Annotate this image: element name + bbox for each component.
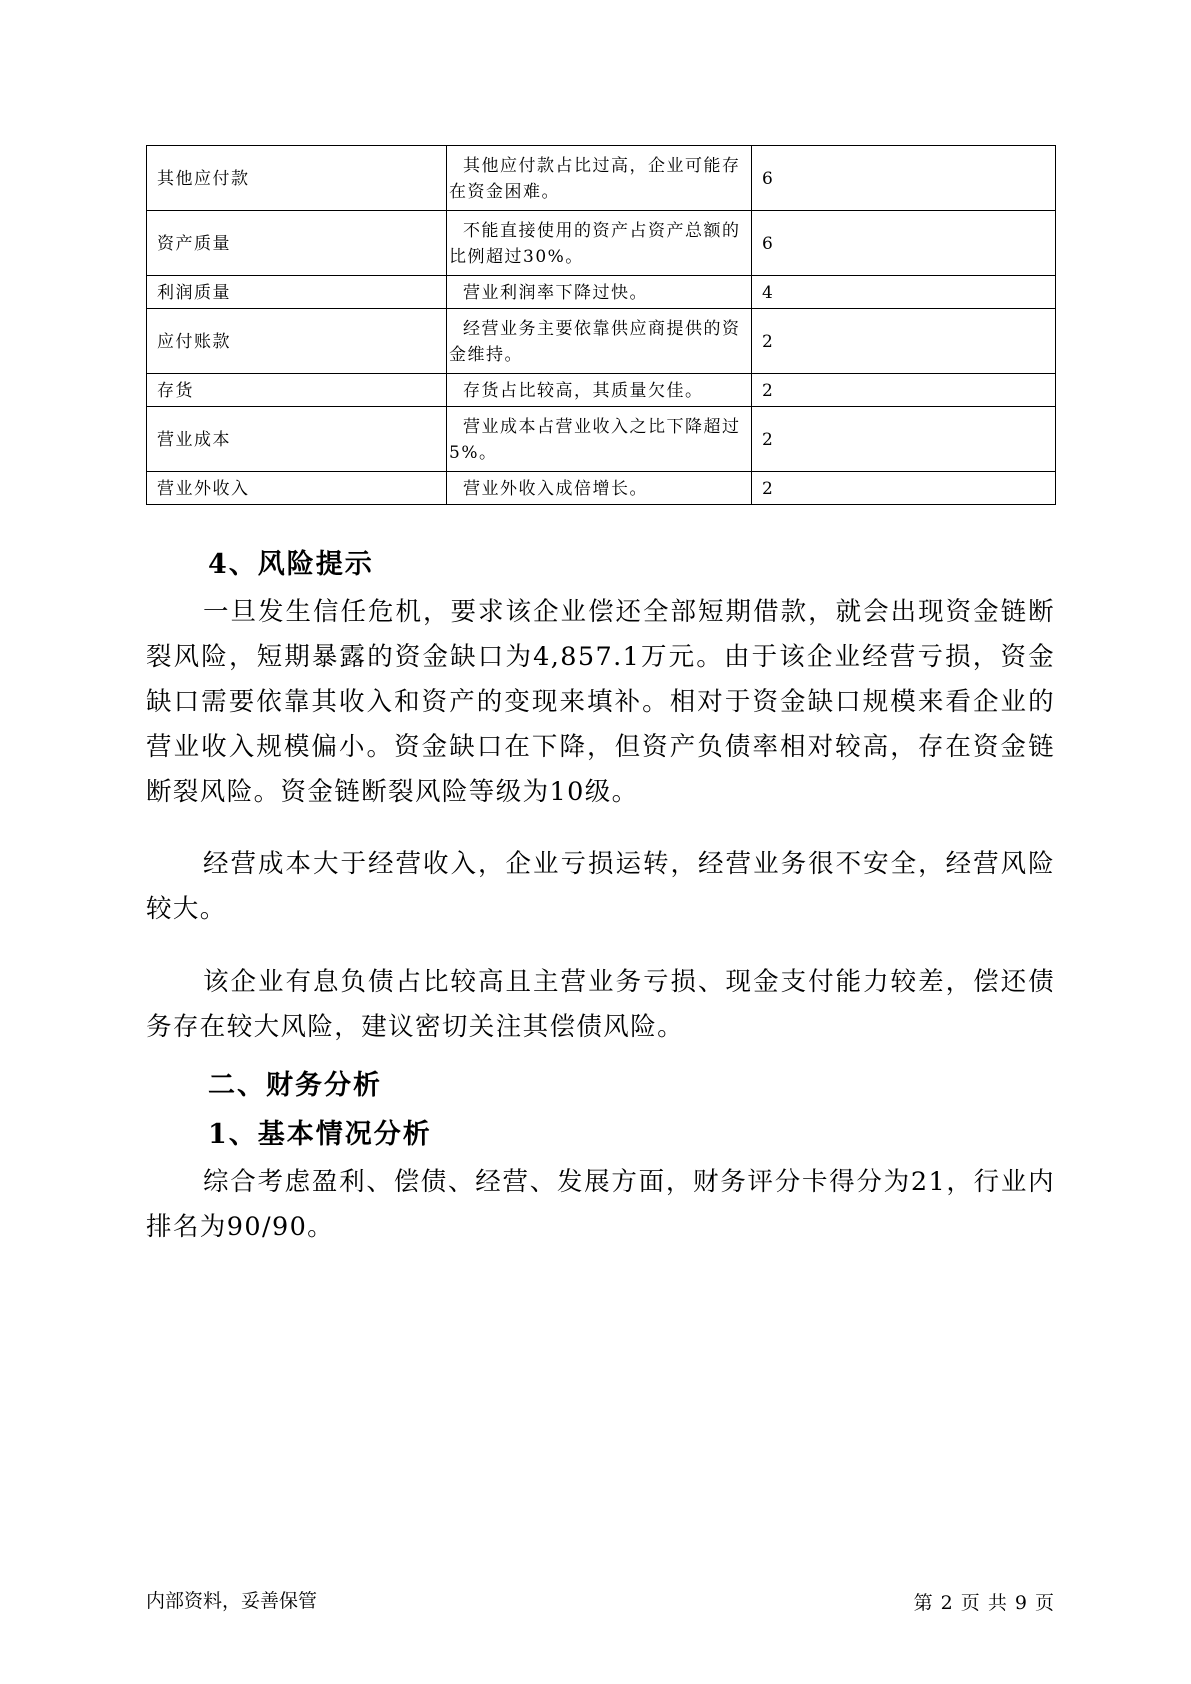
risk-score: 6: [752, 211, 1056, 276]
risk-item: 利润质量: [147, 276, 447, 309]
table-row: [147, 211, 1056, 276]
risk-paragraph-1: 一旦发生信任危机，要求该企业偿还全部短期借款，就会出现资金链断裂风险，短期暴露的资金缺口为4,857.1万元。由于该企业经营亏损，资金缺口需要依靠其收入和资产的变现来填补。相对于资金缺口规模来看企业的营业收入规模偏小。资金缺口在下降，但资产负债率相对较高，存在资金链断裂风险。资金链断裂风险等级为10级。: [146, 597, 1055, 807]
risk-description: 其他应付款占比过高，企业可能存在资金困难。: [447, 146, 752, 211]
table-row: [147, 309, 1056, 374]
risk-item: 存货: [147, 374, 447, 407]
page-number: 第 2 页 共 9 页: [913, 1592, 1055, 1614]
risk-score: 6: [752, 146, 1056, 211]
table-row: [147, 146, 1056, 211]
risk-score: 2: [752, 472, 1056, 505]
table-row: [147, 374, 1056, 407]
risk-item: 应付账款: [147, 309, 447, 374]
risk-paragraph-2: 经营成本大于经营收入，企业亏损运转，经营业务很不安全，经营风险较大。: [146, 849, 1055, 924]
risk-score: 4: [752, 276, 1056, 309]
section-heading-risk-warning: 4、风险提示: [208, 549, 374, 580]
risk-description: 经营业务主要依靠供应商提供的资金维持。: [447, 309, 752, 374]
risk-item: 营业外收入: [147, 472, 447, 505]
risk-paragraph-3: 该企业有息负债占比较高且主营业务亏损、现金支付能力较差，偿还债务存在较大风险，建议密切关注其偿债风险。: [146, 967, 1055, 1042]
basic-analysis-paragraph: 综合考虑盈利、偿债、经营、发展方面，财务评分卡得分为21，行业内排名为90/90。: [146, 1167, 1055, 1242]
risk-item: 其他应付款: [147, 146, 447, 211]
risk-description: 营业成本占营业收入之比下降超过5%。: [447, 407, 752, 472]
risk-description: 不能直接使用的资产占资产总额的比例超过30%。: [447, 211, 752, 276]
risk-description: 营业外收入成倍增长。: [447, 472, 752, 505]
risk-description: 存货占比较高，其质量欠佳。: [447, 374, 752, 407]
table-row: [147, 472, 1056, 505]
risk-score: 2: [752, 309, 1056, 374]
risk-score: 2: [752, 407, 1056, 472]
risk-item: 营业成本: [147, 407, 447, 472]
subsection-heading-basic-analysis: 1、基本情况分析: [208, 1119, 432, 1150]
table-row: [147, 407, 1056, 472]
risk-description: 营业利润率下降过快。: [447, 276, 752, 309]
risk-item: 资产质量: [147, 211, 447, 276]
section-heading-financial-analysis: 二、财务分析: [208, 1070, 382, 1101]
footer-confidential-note: 内部资料，妥善保管: [146, 1590, 318, 1612]
risk-score-table: [146, 145, 1056, 505]
risk-score: 2: [752, 374, 1056, 407]
table-row: [147, 276, 1056, 309]
